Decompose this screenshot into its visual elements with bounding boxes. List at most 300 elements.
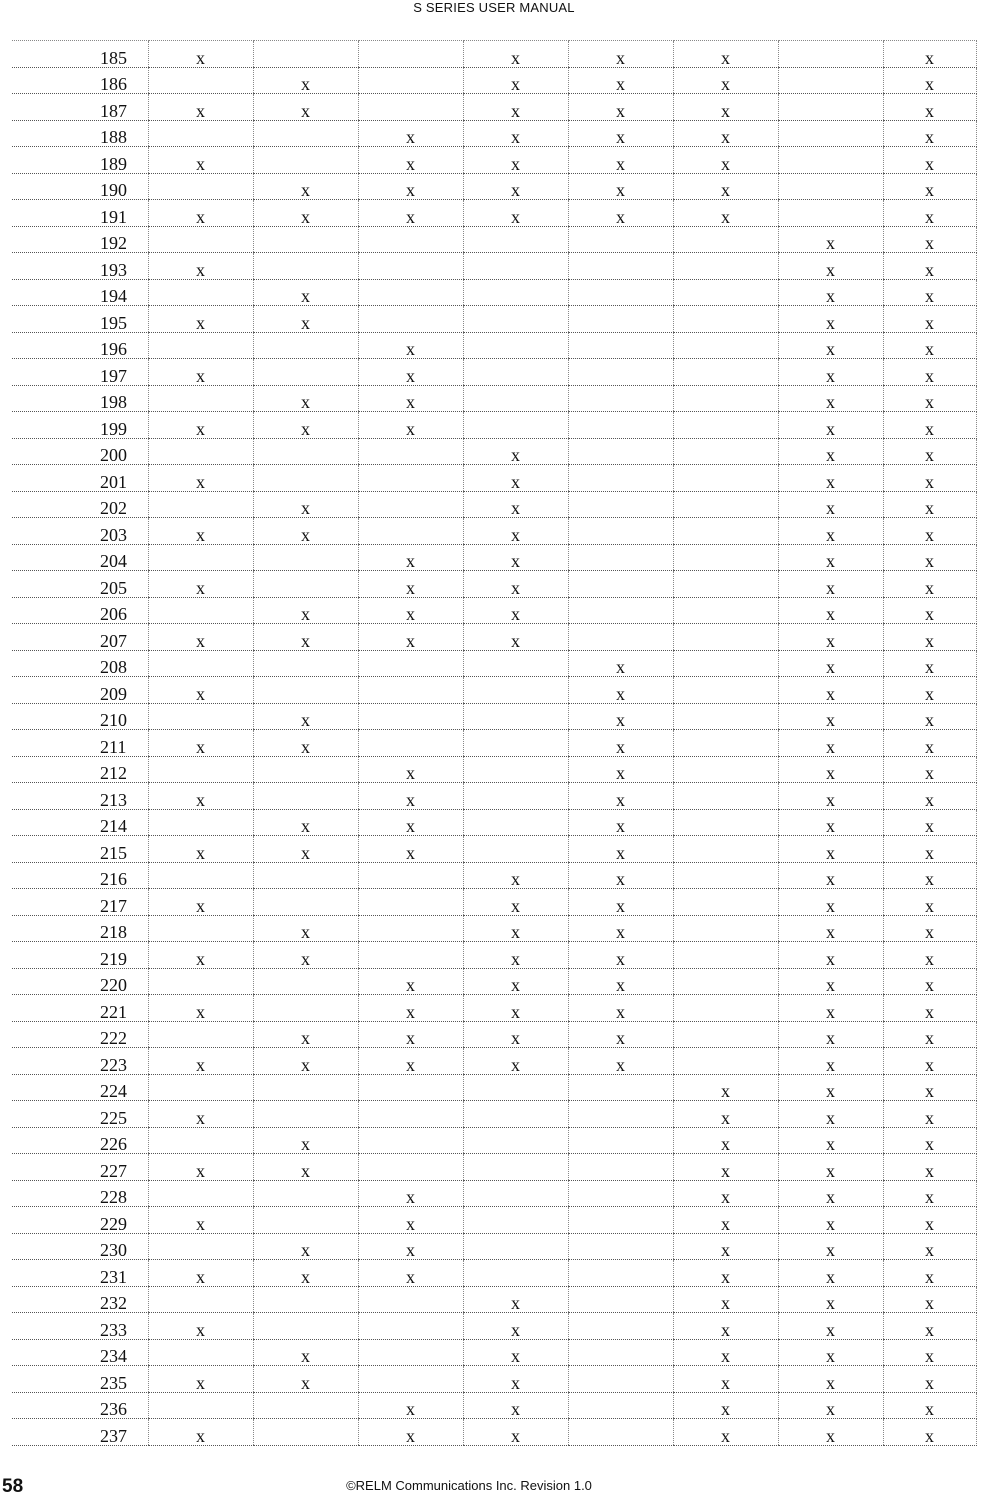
mark-cell (673, 385, 778, 412)
mark-cell (463, 1127, 568, 1154)
code-cell: 191 (12, 200, 148, 227)
mark-cell: x (778, 915, 883, 942)
mark-cell (463, 783, 568, 810)
mark-cell (148, 544, 253, 571)
mark-cell (358, 491, 463, 518)
mark-cell (463, 306, 568, 333)
code-cell: 225 (12, 1101, 148, 1128)
mark-cell: x (673, 1101, 778, 1128)
code-cell: 214 (12, 809, 148, 836)
mark-cell (673, 332, 778, 359)
mark-cell: x (253, 730, 358, 757)
mark-cell: x (568, 41, 673, 68)
mark-cell: x (358, 1419, 463, 1446)
mark-cell (463, 809, 568, 836)
mark-cell: x (253, 836, 358, 863)
mark-cell: x (778, 306, 883, 333)
mark-cell: x (148, 94, 253, 121)
mark-cell (568, 1260, 673, 1287)
mark-cell: x (568, 1021, 673, 1048)
code-cell: 197 (12, 359, 148, 386)
mark-cell (673, 995, 778, 1022)
code-cell: 226 (12, 1127, 148, 1154)
code-cell: 189 (12, 147, 148, 174)
code-cell: 231 (12, 1260, 148, 1287)
mark-cell (148, 385, 253, 412)
code-cell: 186 (12, 67, 148, 94)
mark-cell: x (358, 756, 463, 783)
mark-cell (568, 1366, 673, 1393)
mark-cell: x (358, 412, 463, 439)
mark-cell (253, 1207, 358, 1234)
mark-cell: x (883, 253, 976, 280)
mark-cell: x (463, 995, 568, 1022)
mark-cell: x (148, 412, 253, 439)
mark-cell (568, 306, 673, 333)
mark-cell: x (778, 783, 883, 810)
mark-cell (568, 1339, 673, 1366)
mark-cell (148, 1392, 253, 1419)
mark-cell (148, 1233, 253, 1260)
mark-cell: x (148, 1419, 253, 1446)
mark-cell: x (673, 200, 778, 227)
mark-cell: x (778, 385, 883, 412)
mark-cell: x (883, 571, 976, 598)
mark-cell (253, 677, 358, 704)
mark-cell: x (778, 730, 883, 757)
mark-cell: x (883, 809, 976, 836)
mark-cell: x (148, 730, 253, 757)
mark-cell: x (463, 968, 568, 995)
mark-cell (253, 438, 358, 465)
table-row (12, 94, 976, 121)
table-row (12, 226, 976, 253)
mark-cell (463, 1260, 568, 1287)
mark-cell: x (358, 836, 463, 863)
mark-cell (568, 1392, 673, 1419)
mark-cell: x (463, 571, 568, 598)
mark-cell (253, 1074, 358, 1101)
mark-cell: x (148, 783, 253, 810)
mark-cell: x (883, 306, 976, 333)
mark-cell: x (148, 1154, 253, 1181)
mark-cell (253, 1286, 358, 1313)
code-cell: 195 (12, 306, 148, 333)
mark-cell: x (778, 1207, 883, 1234)
mark-cell: x (778, 1233, 883, 1260)
table-row (12, 1021, 976, 1048)
mark-cell: x (883, 41, 976, 68)
table-row (12, 677, 976, 704)
mark-cell (358, 862, 463, 889)
mark-cell (358, 942, 463, 969)
mark-cell: x (568, 809, 673, 836)
mark-cell: x (463, 1339, 568, 1366)
mark-cell (673, 279, 778, 306)
mark-cell (463, 1101, 568, 1128)
mark-cell: x (778, 1101, 883, 1128)
mark-cell: x (253, 518, 358, 545)
table-row (12, 412, 976, 439)
mark-cell (253, 650, 358, 677)
mark-cell: x (148, 41, 253, 68)
mark-cell: x (673, 1180, 778, 1207)
mark-cell: x (253, 1048, 358, 1075)
mark-cell: x (358, 995, 463, 1022)
mark-cell (568, 1419, 673, 1446)
table-row (12, 253, 976, 280)
mark-cell (148, 809, 253, 836)
code-cell: 204 (12, 544, 148, 571)
mark-cell: x (463, 862, 568, 889)
code-cell: 211 (12, 730, 148, 757)
code-cell: 207 (12, 624, 148, 651)
mark-cell (568, 438, 673, 465)
mark-cell: x (883, 1286, 976, 1313)
mark-cell (568, 465, 673, 492)
mark-cell: x (463, 1419, 568, 1446)
table-row (12, 995, 976, 1022)
mark-cell: x (673, 1339, 778, 1366)
mark-cell: x (883, 465, 976, 492)
mark-cell: x (883, 1313, 976, 1340)
mark-cell: x (778, 836, 883, 863)
code-cell: 208 (12, 650, 148, 677)
page-footer: ©RELM Communications Inc. Revision 1.0 (346, 1478, 592, 1493)
code-cell: 203 (12, 518, 148, 545)
mark-cell (673, 730, 778, 757)
mark-cell (673, 253, 778, 280)
mark-cell (148, 226, 253, 253)
mark-cell: x (673, 1207, 778, 1234)
mark-cell: x (883, 94, 976, 121)
mark-cell (253, 41, 358, 68)
mark-cell: x (778, 597, 883, 624)
mark-cell: x (883, 385, 976, 412)
mark-cell: x (148, 571, 253, 598)
table-row (12, 1154, 976, 1181)
mark-cell (568, 491, 673, 518)
mark-cell (568, 624, 673, 651)
mark-cell (148, 120, 253, 147)
mark-cell (253, 1392, 358, 1419)
mark-cell (463, 385, 568, 412)
mark-cell: x (778, 1180, 883, 1207)
mark-cell: x (883, 1154, 976, 1181)
table-row (12, 67, 976, 94)
mark-cell: x (673, 67, 778, 94)
mark-cell: x (358, 385, 463, 412)
mark-cell: x (883, 1021, 976, 1048)
mark-cell (568, 1233, 673, 1260)
table-row (12, 200, 976, 227)
mark-cell: x (148, 677, 253, 704)
mark-cell (148, 968, 253, 995)
mark-cell: x (253, 703, 358, 730)
mark-cell (568, 332, 673, 359)
table-row (12, 1180, 976, 1207)
mark-cell (358, 1074, 463, 1101)
mark-cell (358, 730, 463, 757)
mark-cell: x (568, 703, 673, 730)
mark-cell (463, 1154, 568, 1181)
mark-cell: x (883, 650, 976, 677)
mark-cell (568, 597, 673, 624)
mark-cell (463, 1233, 568, 1260)
mark-cell: x (568, 147, 673, 174)
mark-cell: x (673, 1313, 778, 1340)
mark-cell: x (778, 756, 883, 783)
mark-cell (673, 624, 778, 651)
mark-cell: x (463, 624, 568, 651)
mark-cell: x (148, 1260, 253, 1287)
mark-cell (673, 544, 778, 571)
mark-cell (673, 306, 778, 333)
mark-cell: x (358, 200, 463, 227)
mark-cell: x (883, 942, 976, 969)
mark-cell (148, 67, 253, 94)
table-row (12, 306, 976, 333)
mark-cell: x (778, 332, 883, 359)
code-cell: 187 (12, 94, 148, 121)
mark-cell: x (568, 1048, 673, 1075)
mark-cell: x (568, 889, 673, 916)
mark-cell: x (568, 862, 673, 889)
mark-cell: x (778, 809, 883, 836)
table-row (12, 862, 976, 889)
mark-cell: x (253, 1233, 358, 1260)
mark-cell: x (778, 1286, 883, 1313)
mark-cell: x (568, 942, 673, 969)
mark-cell: x (568, 650, 673, 677)
mark-cell: x (778, 862, 883, 889)
table-row (12, 756, 976, 783)
mark-cell (673, 359, 778, 386)
mark-cell (148, 1127, 253, 1154)
mark-cell: x (463, 942, 568, 969)
mark-cell: x (358, 597, 463, 624)
mark-cell: x (778, 1339, 883, 1366)
mark-cell (463, 836, 568, 863)
mark-cell (463, 332, 568, 359)
code-cell: 227 (12, 1154, 148, 1181)
code-cell: 188 (12, 120, 148, 147)
mark-cell: x (358, 1180, 463, 1207)
mark-cell (568, 253, 673, 280)
mark-cell: x (883, 120, 976, 147)
table-row (12, 597, 976, 624)
mark-cell (148, 173, 253, 200)
mark-cell: x (253, 1154, 358, 1181)
mark-cell (358, 1127, 463, 1154)
mark-cell (148, 915, 253, 942)
code-cell: 202 (12, 491, 148, 518)
mark-cell: x (463, 147, 568, 174)
mark-cell: x (883, 597, 976, 624)
code-cell: 192 (12, 226, 148, 253)
mark-cell: x (778, 703, 883, 730)
mark-cell (673, 677, 778, 704)
mark-cell: x (358, 571, 463, 598)
mark-cell: x (148, 1313, 253, 1340)
mark-cell: x (883, 359, 976, 386)
table-row (12, 730, 976, 757)
mark-cell (673, 942, 778, 969)
mark-cell: x (463, 889, 568, 916)
mark-cell (673, 703, 778, 730)
mark-cell: x (883, 730, 976, 757)
mark-cell (148, 279, 253, 306)
mark-cell (148, 1339, 253, 1366)
mark-cell: x (778, 438, 883, 465)
mark-cell: x (778, 359, 883, 386)
mark-cell: x (883, 1180, 976, 1207)
mark-cell: x (463, 518, 568, 545)
mark-cell (568, 385, 673, 412)
mark-cell: x (253, 173, 358, 200)
mark-cell (253, 995, 358, 1022)
table-row (12, 385, 976, 412)
table-row (12, 650, 976, 677)
mark-cell (148, 1286, 253, 1313)
table-row (12, 359, 976, 386)
mark-cell (253, 756, 358, 783)
table-row (12, 544, 976, 571)
mark-cell (358, 226, 463, 253)
mark-cell: x (463, 1392, 568, 1419)
mark-cell (358, 67, 463, 94)
code-cell: 221 (12, 995, 148, 1022)
mark-cell: x (463, 1286, 568, 1313)
page-header: S SERIES USER MANUAL (413, 0, 575, 15)
mark-cell: x (148, 995, 253, 1022)
code-cell: 190 (12, 173, 148, 200)
code-table (12, 40, 977, 1446)
mark-cell: x (778, 968, 883, 995)
mark-cell (778, 120, 883, 147)
mark-cell: x (673, 120, 778, 147)
mark-cell (148, 1074, 253, 1101)
mark-cell: x (883, 756, 976, 783)
table-row (12, 120, 976, 147)
mark-cell: x (673, 1233, 778, 1260)
mark-cell: x (778, 1074, 883, 1101)
mark-cell (778, 147, 883, 174)
code-cell: 212 (12, 756, 148, 783)
table-row (12, 809, 976, 836)
mark-cell: x (883, 412, 976, 439)
mark-cell: x (463, 1021, 568, 1048)
mark-cell: x (148, 518, 253, 545)
mark-cell: x (883, 518, 976, 545)
table-row (12, 915, 976, 942)
mark-cell: x (463, 1313, 568, 1340)
mark-cell (253, 889, 358, 916)
mark-cell: x (358, 147, 463, 174)
mark-cell (463, 1207, 568, 1234)
mark-cell (673, 226, 778, 253)
mark-cell: x (883, 491, 976, 518)
code-cell: 219 (12, 942, 148, 969)
mark-cell: x (673, 41, 778, 68)
mark-cell (253, 147, 358, 174)
mark-cell: x (673, 1074, 778, 1101)
code-cell: 199 (12, 412, 148, 439)
mark-cell: x (148, 306, 253, 333)
mark-cell: x (778, 1392, 883, 1419)
mark-cell: x (568, 173, 673, 200)
mark-cell (673, 1048, 778, 1075)
mark-cell: x (778, 624, 883, 651)
mark-cell (673, 783, 778, 810)
mark-cell: x (883, 147, 976, 174)
mark-cell (463, 677, 568, 704)
mark-cell (568, 1286, 673, 1313)
mark-cell (148, 1180, 253, 1207)
mark-cell (463, 226, 568, 253)
mark-cell: x (883, 703, 976, 730)
mark-cell: x (253, 200, 358, 227)
mark-cell (463, 279, 568, 306)
mark-cell (358, 1339, 463, 1366)
table-row (12, 1313, 976, 1340)
code-cell: 185 (12, 41, 148, 68)
mark-cell: x (358, 1392, 463, 1419)
code-cell: 224 (12, 1074, 148, 1101)
table-row (12, 1260, 976, 1287)
mark-cell (673, 915, 778, 942)
mark-cell: x (253, 942, 358, 969)
code-cell: 222 (12, 1021, 148, 1048)
mark-cell: x (148, 624, 253, 651)
mark-cell: x (883, 889, 976, 916)
table-row (12, 1366, 976, 1393)
mark-cell: x (358, 120, 463, 147)
mark-cell: x (568, 756, 673, 783)
mark-cell: x (253, 306, 358, 333)
mark-cell: x (253, 1339, 358, 1366)
mark-cell: x (673, 1419, 778, 1446)
mark-cell: x (253, 1366, 358, 1393)
mark-cell (463, 359, 568, 386)
mark-cell: x (148, 1048, 253, 1075)
mark-cell (148, 597, 253, 624)
mark-cell: x (358, 359, 463, 386)
mark-cell: x (148, 1366, 253, 1393)
mark-cell (358, 1286, 463, 1313)
mark-cell: x (463, 438, 568, 465)
code-cell: 193 (12, 253, 148, 280)
mark-cell: x (358, 783, 463, 810)
code-cell: 196 (12, 332, 148, 359)
mark-cell: x (883, 200, 976, 227)
code-cell: 234 (12, 1339, 148, 1366)
table-row (12, 518, 976, 545)
mark-cell (358, 915, 463, 942)
table-row (12, 703, 976, 730)
mark-cell: x (148, 1207, 253, 1234)
mark-cell (568, 226, 673, 253)
mark-cell (673, 1021, 778, 1048)
code-cell: 233 (12, 1313, 148, 1340)
mark-cell (673, 597, 778, 624)
mark-cell: x (253, 809, 358, 836)
mark-cell: x (463, 200, 568, 227)
mark-cell (778, 67, 883, 94)
code-cell: 230 (12, 1233, 148, 1260)
code-cell: 229 (12, 1207, 148, 1234)
mark-cell: x (673, 1366, 778, 1393)
